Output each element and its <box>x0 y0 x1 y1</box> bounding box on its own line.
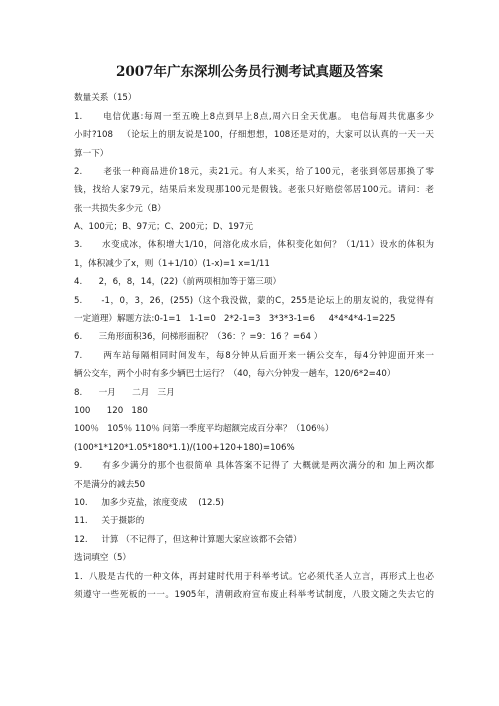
text-line: 张一共损失多少元（B） <box>74 204 166 214</box>
text-line: 7. 两车站每隔相同时间发车，每8分钟从后面开来一辆公交车，每4分钟迎面开来一 <box>74 351 434 361</box>
text-line: 1. 电信优惠:每周一至五晚上8点到早上8点,周六日全天优惠。 电信每周共优惠多少 <box>74 112 434 122</box>
text-line: 1，体积减少了x，则（1+1/10）(1-x)=1 x=1/11 <box>74 259 270 269</box>
text-line: 小时?108 （论坛上的朋友说是100，仔细想想，108还是对的，大家可以认真的一天一天 <box>74 130 434 140</box>
text-line: 6. 三角形面积36，问梯形面积？（36：？=9：16 ？=64 ） <box>74 332 323 342</box>
section-heading-quantitative: 数量关系（15） <box>74 93 137 103</box>
text-line: 不是满分的减去50 <box>74 480 146 490</box>
text-line: (100*1*120*1.05*180*1.1)/(100+120+180)=106% <box>74 443 295 453</box>
text-line: 2. 老张一种商品进价18元，卖21元。有人来买，给了100元，老张到邻居那换了零 <box>74 167 434 177</box>
text-line: 100％ 105％ 110％ 问第一季度平均超额完成百分率？（106％） <box>74 424 334 434</box>
text-line: 一定道理）解题方法:0-1=1 1-1=0 2*2-1=3 3*3*3-1=6 4*4*4*4-1=225 <box>74 314 396 324</box>
text-line: 100 120 180 <box>74 406 148 416</box>
text-line: 10. 加多少克盐，浓度变成 (12.5) <box>74 498 225 508</box>
document-title: 2007年广东深圳公务员行测考试真题及答案 <box>115 64 384 80</box>
text-line: 12. 计算 （不记得了，但这种计算题大家应该都不会错） <box>74 535 302 545</box>
text-line: 1．八股是古代的一种文体，再封建时代用于科举考试。它必须代圣人立言，再形式上也必 <box>74 572 434 582</box>
text-line: 4. 2，6，8，14，(22)（前两项相加等于第三项） <box>74 277 282 287</box>
text-line: 5. -1，0，3，26，(255)（这个我没做，蒙的C，255是论坛上的朋友说的，我觉得有 <box>74 296 434 306</box>
text-line: 钱，找给人家79元，结果后来发现那100元是假钱。老张只好赔偿邻居100元。请问：老 <box>74 185 434 195</box>
text-line: 辆公交车，两个小时有多少辆巴士运行？（40，每六分钟发一趟车，120/6*2=40） <box>74 369 396 379</box>
section-heading-fill-in: 选词填空（5） <box>74 553 132 563</box>
text-line: 算一下） <box>74 149 109 159</box>
text-line: 11. 关于摄影的 <box>74 516 145 526</box>
text-line: 8. 一月 二月 三月 <box>74 388 175 398</box>
text-line: 9. 有多少满分的那个也很简单 具体答案不记得了 大概就是两次满分的和 加上两次都 <box>74 461 434 471</box>
text-line: A、100元；B、97元；C、200元；D、197元 <box>74 222 254 232</box>
text-line: 须遵守一些死板的一一。1905年，清朝政府宣布废止科举考试制度，八股文随之失去它的 <box>74 590 434 600</box>
text-line: 3. 水变成冰，体积增大1/10，问溶化成水后，体积变化如何？（1/11）设水的体积为 <box>74 240 434 250</box>
